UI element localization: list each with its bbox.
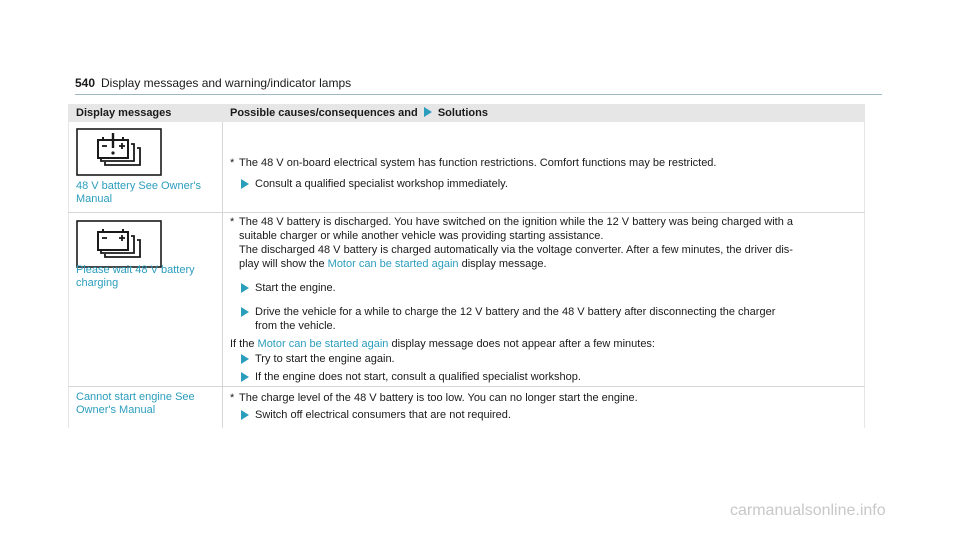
blue-triangle-arrow-icon (241, 307, 249, 317)
footnote-asterisk: * (230, 157, 235, 169)
cause-text (230, 156, 855, 170)
solution-text: from the vehicle. (255, 320, 336, 332)
column-divider (222, 122, 223, 428)
row-divider (68, 386, 865, 387)
page-number: 540 (75, 76, 96, 90)
footnote-asterisk: * (230, 392, 235, 404)
col-causes-header (230, 107, 488, 119)
cause-line: The 48 V battery is discharged. You have switched on the ignition while the 12 V battery was being charged with a (239, 216, 794, 228)
solutions-header-text: Solutions (437, 107, 488, 119)
solution-item (255, 370, 855, 384)
condition-text-part: display message does not appear after a few minutes: (391, 338, 655, 350)
cause-text (230, 391, 855, 405)
blue-triangle-arrow-icon (241, 354, 249, 364)
cause-line: The discharged 48 V battery is charged automatically via the voltage converter. After a few minutes, the driver dis- (239, 244, 793, 256)
solution-text: Consult a qualified specialist workshop immediately. (255, 178, 508, 190)
blue-triangle-arrow-icon (241, 410, 249, 420)
footnote-asterisk: * (230, 216, 235, 228)
section-title: Display messages and warning/indicator lamps (101, 76, 352, 90)
watermark: carmanualsonline.info (730, 502, 886, 519)
row-divider (68, 212, 865, 213)
cause-text (230, 215, 855, 271)
solution-text: Try to start the engine again. (255, 353, 395, 365)
battery-icon (76, 220, 162, 268)
blue-triangle-arrow-icon (241, 179, 249, 189)
solution-item (255, 352, 855, 366)
blue-triangle-arrow-icon (424, 107, 432, 117)
solution-item (255, 408, 855, 422)
cause-line: The charge level of the 48 V battery is too low. You can no longer start the engine. (239, 392, 638, 404)
cause-text-part: display message. (461, 258, 547, 270)
causes-header-text: Possible causes/consequences and (230, 107, 418, 119)
table-right-edge (864, 122, 865, 428)
battery-warning-icon (76, 128, 162, 176)
condition-text (230, 337, 855, 351)
col-display-messages-header: Display messages (76, 107, 172, 119)
solution-text: Switch off electrical consumers that are not required. (255, 409, 511, 421)
message-reference: Motor can be started again (257, 338, 389, 350)
solution-item (255, 281, 855, 295)
blue-triangle-arrow-icon (241, 372, 249, 382)
display-messages-table (68, 104, 865, 428)
solution-text: Drive the vehicle for a while to charge the 12 V battery and the 48 V battery after disconnecting the charger (255, 306, 776, 318)
page-header (75, 74, 882, 95)
cause-text-part: play will show the (239, 258, 325, 270)
cause-line (230, 257, 855, 271)
cause-line: suitable charger or while another vehicle was providing starting assistance. (239, 230, 604, 242)
solution-text: Start the engine. (255, 282, 336, 294)
solution-item (255, 177, 855, 191)
cause-line: The 48 V on-board electrical system has function restrictions. Comfort functions may be restricted. (239, 157, 717, 169)
table-left-edge (68, 122, 69, 428)
message-label: 48 V battery See Owner's Manual (76, 180, 201, 205)
condition-text-part: If the (230, 338, 255, 350)
message-label: Cannot start engine See Owner's Manual (76, 391, 195, 416)
blue-triangle-arrow-icon (241, 283, 249, 293)
message-reference: Motor can be started again (327, 258, 459, 270)
message-label: Please wait 48 V battery charging (76, 264, 195, 289)
table-header (68, 104, 865, 122)
solution-item (255, 305, 855, 333)
solution-text: If the engine does not start, consult a qualified specialist workshop. (255, 371, 581, 383)
